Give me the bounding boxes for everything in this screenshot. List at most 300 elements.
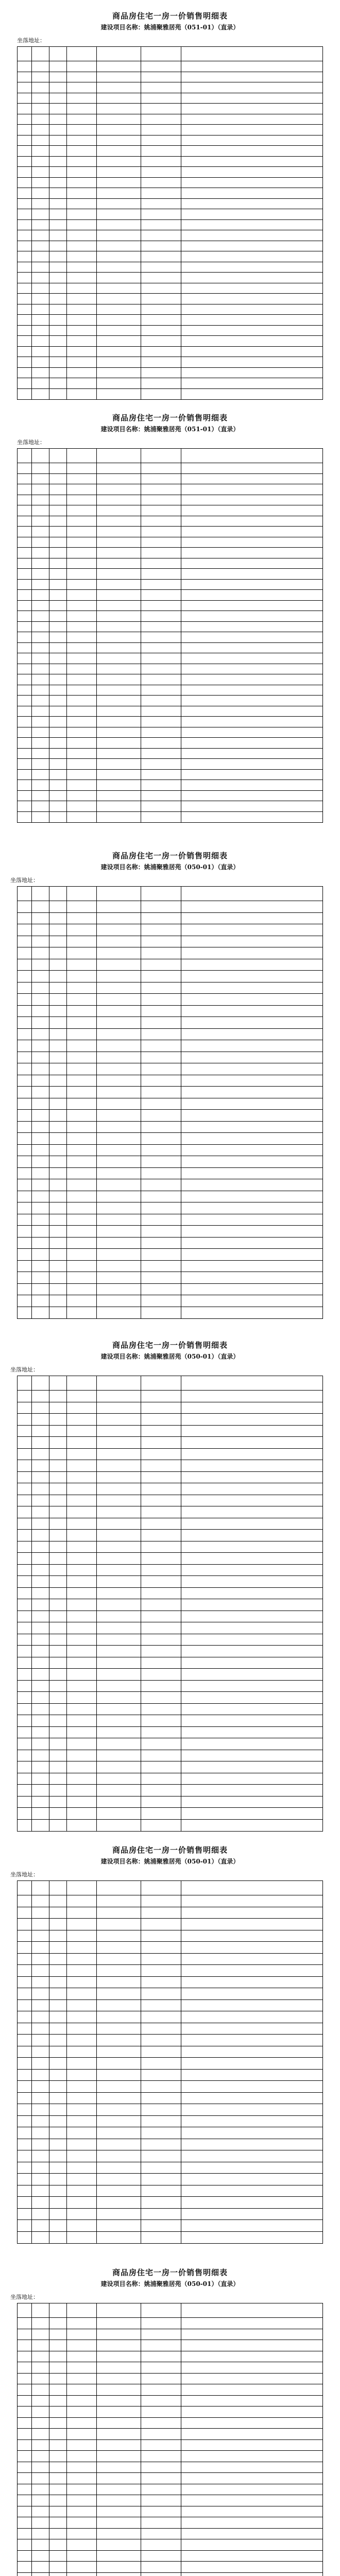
table-cell — [49, 1052, 67, 1063]
table-cell — [18, 548, 32, 558]
table-cell — [97, 2396, 141, 2406]
price-sheet-section-6 — [0, 2267, 340, 2576]
table-cell — [141, 1202, 181, 1214]
table-cell — [181, 527, 324, 537]
table-cell — [49, 2104, 67, 2115]
table-cell — [141, 1506, 181, 1518]
table-cell — [32, 913, 49, 924]
table-cell — [97, 1669, 141, 1680]
table-cell — [181, 2318, 324, 2329]
table-cell — [97, 2529, 141, 2539]
table-cell — [18, 1449, 32, 1460]
table-row — [18, 994, 322, 1006]
table-row — [18, 1611, 322, 1623]
table-cell — [181, 1402, 324, 1414]
table-cell — [18, 2011, 32, 2023]
table-cell — [32, 1773, 49, 1785]
table-cell — [49, 2374, 67, 2384]
table-cell — [141, 1692, 181, 1703]
table-row — [18, 178, 322, 189]
table-cell — [181, 780, 324, 790]
table-cell — [67, 1797, 97, 1808]
table-cell — [67, 1681, 97, 1692]
table-cell — [67, 2023, 97, 2035]
table-row — [18, 2150, 322, 2162]
table-cell — [18, 1611, 32, 1622]
table-cell — [18, 706, 32, 717]
table-cell — [49, 632, 67, 642]
table-cell — [67, 947, 97, 959]
table-cell — [49, 527, 67, 537]
table-cell — [49, 135, 67, 146]
table-cell — [49, 283, 67, 294]
table-cell — [67, 368, 97, 378]
table-cell — [67, 1646, 97, 1657]
table-cell — [141, 1179, 181, 1191]
table-cell — [32, 1414, 49, 1425]
table-cell — [49, 1750, 67, 1761]
table-cell — [97, 622, 141, 632]
table-cell — [97, 1437, 141, 1448]
table-cell — [49, 1460, 67, 1471]
table-cell — [181, 1977, 324, 1988]
table-row — [18, 2440, 322, 2451]
table-cell — [141, 2035, 181, 2046]
table-cell — [49, 580, 67, 590]
table-row — [18, 1295, 322, 1307]
table-cell — [97, 1307, 141, 1319]
table-row — [18, 1472, 322, 1484]
table-cell — [49, 1977, 67, 1988]
table-cell — [181, 1202, 324, 1214]
table-cell — [97, 2440, 141, 2451]
table-cell — [181, 1785, 324, 1796]
table-cell — [141, 971, 181, 982]
table-cell — [141, 1226, 181, 1237]
table-cell — [32, 685, 49, 696]
table-cell — [181, 2023, 324, 2035]
table-cell — [49, 548, 67, 558]
table-row — [18, 72, 322, 83]
table-row — [18, 2529, 322, 2540]
table-row — [18, 2562, 322, 2573]
table-cell — [32, 188, 49, 198]
table-cell — [18, 368, 32, 378]
table-cell — [18, 590, 32, 600]
header-cell — [49, 47, 67, 61]
table-cell — [67, 1179, 97, 1191]
table-cell — [141, 936, 181, 947]
table-cell — [18, 389, 32, 400]
table-row — [18, 632, 322, 643]
table-cell — [49, 188, 67, 198]
table-cell — [181, 2551, 324, 2562]
table-cell — [67, 1919, 97, 1930]
table-cell — [18, 114, 32, 125]
table-cell — [49, 209, 67, 219]
table-cell — [49, 611, 67, 621]
table-cell — [18, 2329, 32, 2340]
table-cell — [67, 2573, 97, 2576]
table-cell — [49, 2362, 67, 2373]
table-cell — [141, 495, 181, 505]
table-cell — [49, 378, 67, 388]
table-cell — [32, 199, 49, 209]
table-cell — [97, 251, 141, 262]
table-cell — [49, 2000, 67, 2011]
table-cell — [32, 1249, 49, 1260]
table-cell — [97, 2351, 141, 2362]
table-row — [18, 706, 322, 717]
table-cell — [32, 1576, 49, 1587]
table-cell — [181, 611, 324, 621]
table-cell — [141, 2116, 181, 2127]
table-cell — [141, 2573, 181, 2576]
table-cell — [181, 1238, 324, 1249]
table-cell — [67, 1727, 97, 1738]
header-cell — [32, 2303, 49, 2317]
table-cell — [141, 199, 181, 209]
table-cell — [49, 706, 67, 717]
table-cell — [18, 1977, 32, 1988]
table-cell — [49, 72, 67, 82]
table-row — [18, 1414, 322, 1426]
table-row — [18, 347, 322, 358]
table-cell — [67, 1588, 97, 1599]
table-cell — [141, 368, 181, 378]
table-row — [18, 2174, 322, 2185]
table-cell — [141, 1895, 181, 1907]
table-cell — [97, 220, 141, 230]
table-cell — [97, 759, 141, 769]
table-row — [18, 1122, 322, 1133]
price-table — [17, 448, 323, 823]
table-cell — [49, 2396, 67, 2406]
table-cell — [67, 1977, 97, 1988]
table-cell — [32, 2139, 49, 2150]
table-cell — [97, 1797, 141, 1808]
table-cell — [18, 167, 32, 177]
table-cell — [97, 1226, 141, 1237]
table-cell — [141, 1715, 181, 1726]
table-cell — [18, 2495, 32, 2506]
table-row — [18, 947, 322, 959]
table-cell — [18, 1553, 32, 1564]
table-cell — [18, 1414, 32, 1425]
table-cell — [181, 738, 324, 748]
table-cell — [141, 1449, 181, 1460]
table-cell — [67, 1518, 97, 1530]
header-cell — [32, 1376, 49, 1390]
table-cell — [67, 220, 97, 230]
table-cell — [141, 1075, 181, 1087]
table-cell — [97, 1040, 141, 1052]
table-cell — [49, 220, 67, 230]
table-cell — [97, 304, 141, 315]
table-cell — [97, 1715, 141, 1726]
table-cell — [32, 706, 49, 717]
price-table — [17, 46, 323, 400]
table-cell — [32, 2070, 49, 2081]
table-cell — [32, 1460, 49, 1471]
table-cell — [18, 2506, 32, 2517]
table-cell — [141, 924, 181, 936]
table-cell — [141, 1954, 181, 1965]
table-cell — [141, 294, 181, 304]
table-row — [18, 727, 322, 738]
table-cell — [32, 664, 49, 674]
table-cell — [32, 1449, 49, 1460]
table-cell — [181, 1530, 324, 1541]
table-cell — [181, 125, 324, 135]
table-row — [18, 157, 322, 167]
table-cell — [32, 1977, 49, 1988]
table-cell — [49, 1202, 67, 1214]
table-cell — [141, 1029, 181, 1040]
table-row — [18, 315, 322, 326]
table-cell — [32, 125, 49, 135]
table-cell — [97, 2418, 141, 2429]
table-cell — [141, 2362, 181, 2373]
table-cell — [18, 2232, 32, 2244]
table-cell — [32, 220, 49, 230]
table-cell — [18, 283, 32, 294]
table-cell — [141, 1820, 181, 1832]
table-cell — [141, 1588, 181, 1599]
table-cell — [181, 2011, 324, 2023]
table-cell — [49, 1930, 67, 1942]
table-cell — [32, 2462, 49, 2473]
table-cell — [67, 2139, 97, 2150]
table-cell — [181, 1761, 324, 1773]
table-cell — [141, 674, 181, 685]
table-row — [18, 2396, 322, 2407]
header-cell — [97, 1376, 141, 1390]
table-cell — [141, 1576, 181, 1587]
table-cell — [67, 1226, 97, 1237]
table-cell — [18, 994, 32, 1005]
table-cell — [49, 114, 67, 125]
table-cell — [67, 2517, 97, 2528]
table-cell — [49, 936, 67, 947]
table-cell — [18, 2139, 32, 2150]
table-row — [18, 558, 322, 569]
table-cell — [18, 1133, 32, 1144]
table-cell — [67, 93, 97, 104]
table-row — [18, 1506, 322, 1518]
table-cell — [97, 706, 141, 717]
header-cell — [32, 47, 49, 61]
table-cell — [67, 2329, 97, 2340]
table-cell — [49, 2551, 67, 2562]
table-cell — [67, 1145, 97, 1156]
table-cell — [18, 1919, 32, 1930]
table-header — [18, 1881, 322, 1895]
table-cell — [97, 1426, 141, 1437]
table-cell — [49, 2429, 67, 2439]
table-cell — [32, 1075, 49, 1087]
project-name: 建设项目名称：姚浦聚雅居苑（050-01）（直录） — [100, 863, 240, 871]
table-cell — [141, 220, 181, 230]
sheet-title: 商品房住宅一房一价销售明细表 — [112, 11, 228, 21]
table-cell — [18, 1820, 32, 1832]
table-row — [18, 220, 322, 231]
table-cell — [32, 936, 49, 947]
table-cell — [181, 2396, 324, 2406]
table-cell — [141, 2318, 181, 2329]
table-cell — [18, 738, 32, 748]
table-cell — [181, 674, 324, 685]
table-cell — [67, 611, 97, 621]
table-cell — [97, 2081, 141, 2092]
table-cell — [32, 770, 49, 780]
table-cell — [49, 1122, 67, 1133]
table-cell — [67, 1156, 97, 1167]
table-cell — [32, 1426, 49, 1437]
table-cell — [49, 1017, 67, 1028]
table-cell — [49, 2529, 67, 2539]
table-cell — [67, 2162, 97, 2174]
table-cell — [141, 1634, 181, 1646]
table-cell — [141, 1681, 181, 1692]
table-cell — [141, 2209, 181, 2220]
table-row — [18, 1681, 322, 1692]
table-cell — [97, 1681, 141, 1692]
table-cell — [141, 2406, 181, 2417]
table-cell — [97, 135, 141, 146]
table-cell — [18, 1472, 32, 1483]
table-cell — [141, 1472, 181, 1483]
table-cell — [141, 1040, 181, 1052]
table-cell — [141, 167, 181, 177]
table-cell — [141, 1191, 181, 1202]
table-cell — [18, 924, 32, 936]
table-cell — [49, 1029, 67, 1040]
table-cell — [32, 1634, 49, 1646]
table-row — [18, 959, 322, 971]
table-cell — [97, 2495, 141, 2506]
table-cell — [67, 1202, 97, 1214]
table-cell — [32, 1965, 49, 1976]
table-cell — [181, 2046, 324, 2058]
table-cell — [97, 1087, 141, 1098]
table-cell — [181, 632, 324, 642]
table-cell — [67, 2539, 97, 2550]
table-cell — [141, 1122, 181, 1133]
table-row — [18, 2573, 322, 2576]
table-cell — [67, 936, 97, 947]
table-cell — [181, 2000, 324, 2011]
table-cell — [32, 2517, 49, 2528]
table-row — [18, 1530, 322, 1541]
table-row — [18, 1518, 322, 1530]
table-cell — [97, 1098, 141, 1110]
table-row — [18, 1988, 322, 2000]
table-cell — [97, 971, 141, 982]
table-cell — [32, 2451, 49, 2462]
table-cell — [181, 727, 324, 738]
table-cell — [67, 230, 97, 241]
table-cell — [18, 2374, 32, 2384]
table-cell — [97, 717, 141, 727]
table-row — [18, 1565, 322, 1577]
table-cell — [97, 1483, 141, 1495]
table-cell — [97, 294, 141, 304]
table-cell — [32, 347, 49, 357]
table-cell — [67, 2562, 97, 2572]
table-row — [18, 1202, 322, 1214]
table-cell — [97, 2539, 141, 2550]
table-cell — [18, 1272, 32, 1283]
table-cell — [49, 230, 67, 241]
table-cell — [67, 72, 97, 82]
table-row — [18, 1052, 322, 1064]
table-cell — [18, 2000, 32, 2011]
table-cell — [181, 590, 324, 600]
project-name: 建设项目名称：姚浦聚雅居苑（050-01）（直录） — [100, 2280, 240, 2287]
table-cell — [67, 2462, 97, 2473]
table-cell — [18, 2396, 32, 2406]
table-row — [18, 378, 322, 389]
table-cell — [32, 1808, 49, 1819]
table-cell — [49, 1657, 67, 1669]
table-cell — [18, 251, 32, 262]
table-cell — [18, 2362, 32, 2373]
table-cell — [49, 812, 67, 823]
table-cell — [97, 590, 141, 600]
table-cell — [49, 1087, 67, 1098]
table-row — [18, 505, 322, 516]
table-cell — [181, 706, 324, 717]
table-cell — [32, 2351, 49, 2362]
table-cell — [181, 749, 324, 759]
table-cell — [97, 982, 141, 994]
header-cell — [18, 887, 32, 901]
table-cell — [97, 1704, 141, 1715]
table-cell — [181, 1692, 324, 1703]
table-cell — [181, 135, 324, 146]
table-cell — [181, 2058, 324, 2069]
table-cell — [32, 2406, 49, 2417]
table-cell — [18, 1704, 32, 1715]
table-cell — [18, 1761, 32, 1773]
table-cell — [141, 2070, 181, 2081]
table-cell — [32, 653, 49, 664]
table-cell — [18, 1692, 32, 1703]
table-cell — [49, 1988, 67, 1999]
table-row — [18, 1692, 322, 1704]
table-row — [18, 548, 322, 558]
table-cell — [49, 1565, 67, 1576]
table-cell — [67, 2362, 97, 2373]
table-cell — [67, 1704, 97, 1715]
table-cell — [67, 674, 97, 685]
table-cell — [141, 664, 181, 674]
table-cell — [18, 2023, 32, 2035]
table-cell — [18, 1426, 32, 1437]
table-cell — [97, 1919, 141, 1930]
table-cell — [67, 2418, 97, 2429]
table-cell — [67, 1750, 97, 1761]
table-cell — [49, 1761, 67, 1773]
table-cell — [32, 1942, 49, 1953]
table-cell — [32, 2127, 49, 2139]
table-cell — [49, 1634, 67, 1646]
table-cell — [18, 2529, 32, 2539]
table-cell — [67, 2374, 97, 2384]
table-cell — [18, 1156, 32, 1167]
table-cell — [32, 1797, 49, 1808]
